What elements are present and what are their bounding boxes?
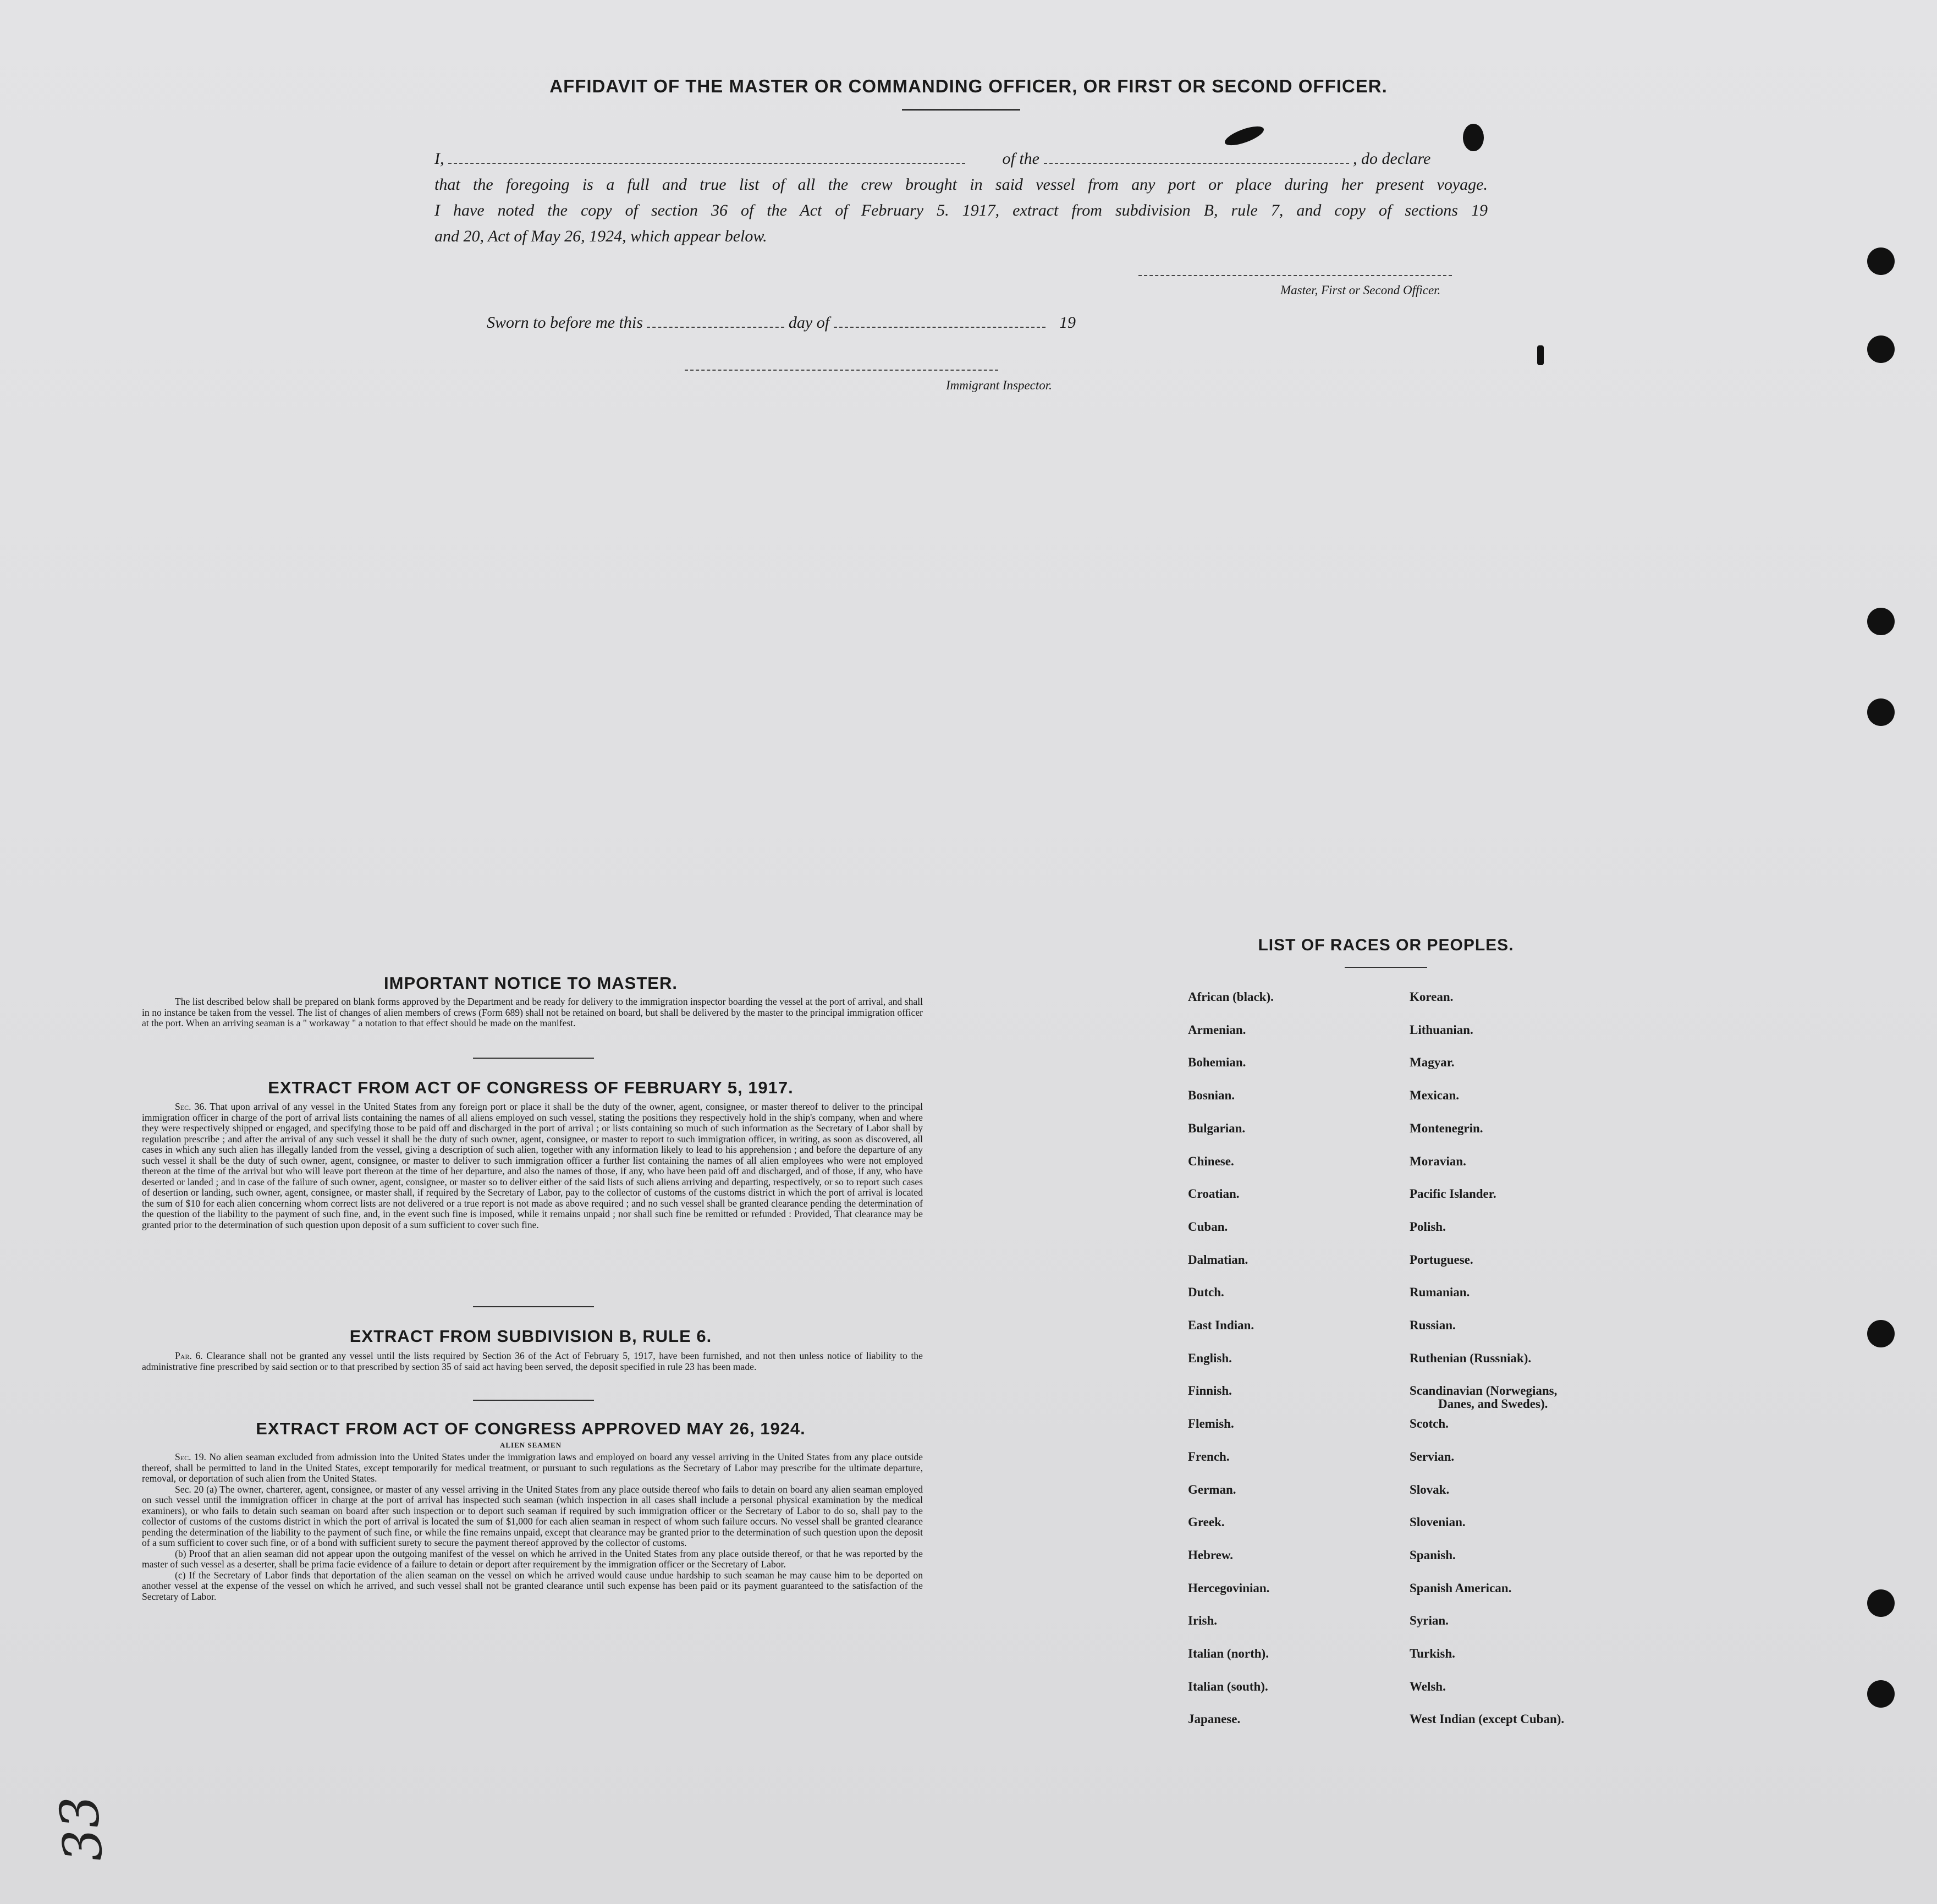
race-item: Dutch.: [1188, 1285, 1224, 1300]
race-item: Greek.: [1188, 1515, 1225, 1529]
par-6-text: Clearance shall not be granted any vessel until the lists required by Section 36 of the Act of February 5, 1917, have been furnished, and not then unless notice of liability to the administrative fine prescribed by said section or to that prescribed by section 35 of said act having been served, the deposit specified in rule 23 has been made.: [142, 1350, 923, 1372]
race-item: Cuban.: [1188, 1219, 1228, 1234]
race-item: Moravian.: [1410, 1154, 1466, 1168]
race-item: Hercegovinian.: [1188, 1581, 1270, 1595]
race-item: Armenian.: [1188, 1022, 1246, 1037]
race-item: Russian.: [1410, 1318, 1456, 1332]
punch-hole: [1867, 1589, 1895, 1617]
race-item: East Indian.: [1188, 1318, 1254, 1332]
handwritten-page-number: 33: [48, 1792, 115, 1865]
ink-blot: [1223, 123, 1266, 149]
affidavit-line-2: that the foregoing is a full and true list of all the crew brought in said vessel from any port or place during her present voyage.: [434, 175, 1488, 194]
race-item: Scandinavian (Norwegians,: [1410, 1384, 1558, 1398]
race-item: Japanese.: [1188, 1712, 1241, 1726]
divider: [473, 1306, 594, 1307]
race-item: Croatian.: [1188, 1187, 1240, 1201]
sec-36-label: Sec. 36.: [175, 1101, 207, 1112]
race-item: Slovenian.: [1410, 1515, 1466, 1529]
extract-rule6-heading: EXTRACT FROM SUBDIVISION B, RULE 6.: [349, 1327, 712, 1346]
officer-caption: Master, First or Second Officer.: [1280, 283, 1441, 297]
race-item: Hebrew.: [1188, 1548, 1233, 1562]
race-item: Turkish.: [1410, 1647, 1455, 1660]
affidavit-title: AFFIDAVIT OF THE MASTER OR COMMANDING OFFICER, OR FIRST OR SECOND OFFICER.: [549, 76, 1388, 96]
sworn-month-blank[interactable]: [834, 327, 1045, 328]
race-item: Montenegrin.: [1410, 1121, 1483, 1135]
punch-hole: [1867, 698, 1895, 726]
sec-36-text: That upon arrival of any vessel in the United States from any foreign port or place it shall be the duty of the owner, agent, consignee, or master thereof to deliver to the principal immigration officer in charge of the port of arrival lists containing the names of all aliens employed on such vessel, stating the positions they respectively hold in the ship's company, when and where they were respectively shipped or engaged, and specifying those to be paid off and discharged in the port of arrival ; or lists containing so much of such information as the Secretary of Labor shall by regulation prescribe ; and after the arrival of any such vessel it shall be the duty of such owner, agent, consignee, or master to report to such immigration officer, in writing, as soon as discovered, all cases in which any such alien has illegally landed from the vessel, giving a description of such alien, together with any information likely to lead to his apprehension ; and before the departure of any such vessel it shall be the duty of such owner, agent, consignee, or master to deliver to such immigration officer a further list containing the names of all alien employees who were not employed thereon at the time of the arrival but who will leave port thereon at the time of her departure, and also the names of those, if any, who have been paid off and discharged, and of those, if any, who have deserted or landed ; and in case of the failure of such owner, agent, consignee, or master so to deliver either of the said lists of such aliens arriving and departing, respectively, or so to report such cases of desertion or landing, such owner, agent, consignee, or master shall, if required by the Secretary of Labor, pay to the collector of customs of the customs district in which the port of arrival is located the sum of $10 for each alien concerning whom correct lists are not delivered or a true report is not made as above required ; and no such vessel shall be granted clearance pending the determination of the question of the liability to the payment of such fine, and, in the event such fine is imposed, while it remains unpaid ; nor shall such fine be remitted or refunded : Provided, That clearance may be granted prior to the determination of such question upon deposit of a sum sufficient to cover such fine.: [142, 1101, 923, 1230]
race-item: Bosnian.: [1188, 1088, 1235, 1103]
race-item: Rumanian.: [1410, 1285, 1470, 1300]
notice-heading: IMPORTANT NOTICE TO MASTER.: [384, 973, 678, 993]
inspector-signature-line[interactable]: [685, 370, 998, 371]
divider: [473, 1058, 594, 1059]
title-underline: [902, 109, 1020, 111]
punch-hole: [1867, 335, 1895, 363]
affidavit-i: I,: [434, 150, 444, 168]
race-item: Scotch.: [1410, 1417, 1449, 1431]
extract-1924-heading: EXTRACT FROM ACT OF CONGRESS APPROVED MAY 26, 1924.: [256, 1419, 806, 1438]
extract-rule6-text: [142, 1351, 923, 1372]
race-item: Ruthenian (Russniak).: [1410, 1351, 1532, 1365]
sec-20a-text: Sec. 20 (a) The owner, charterer, agent, consignee, or master of any vessel arriving in the United States from any place outside thereof who fails to detain on board any alien seaman employed on such vessel until the immigration officer in charge at the port of arrival has inspected such seaman (which inspection in all cases shall include a personal physical examination by the medical examiners), or who fails to detain such seaman on board after such inspection or to deport such seaman if required by such immigration officer or the Secretary of Labor to do so, shall pay to the collector of customs of the customs district in which the port of arrival is located the sum of $1,000 for each alien seaman in respect of whom such failure occurs. No vessel shall be granted clearance pending the determination of the liability to the payment of such fine, or while the fine remains unpaid, except that clearance may be granted prior to the determination of such question upon the deposit of a sum sufficient to cover such fine, or of a bond with sufficient surety to secure the payment thereof approved by the collector of customs.: [142, 1483, 923, 1548]
ink-blot: [1537, 345, 1544, 365]
notice-text: [142, 997, 923, 1029]
races-underline: [1345, 967, 1427, 968]
race-item: Slovak.: [1410, 1482, 1450, 1496]
name-blank-field[interactable]: [448, 163, 965, 164]
race-item: Pacific Islander.: [1410, 1187, 1496, 1201]
race-item: Italian (north).: [1188, 1647, 1269, 1660]
punch-hole: [1867, 1680, 1895, 1708]
race-item: French.: [1188, 1449, 1230, 1463]
race-item: German.: [1188, 1482, 1236, 1496]
race-item: Welsh.: [1410, 1679, 1446, 1693]
race-item: Spanish.: [1410, 1548, 1456, 1562]
par-6-label: Par. 6.: [175, 1350, 203, 1361]
race-item: Spanish American.: [1410, 1581, 1512, 1595]
sworn-day-blank[interactable]: [647, 327, 784, 328]
race-item: Bulgarian.: [1188, 1121, 1246, 1135]
race-item: Servian.: [1410, 1449, 1455, 1463]
race-item: West Indian (except Cuban).: [1410, 1712, 1565, 1726]
affidavit-line-3: I have noted the copy of section 36 of the Act of February 5. 1917, extract from subdivision B, rule 7, and copy of sections 19: [434, 201, 1488, 219]
race-item: Bohemian.: [1188, 1055, 1246, 1070]
race-item: Irish.: [1188, 1614, 1218, 1628]
race-item: Mexican.: [1410, 1088, 1460, 1103]
race-item: Syrian.: [1410, 1614, 1449, 1628]
alien-seamen-subheading: ALIEN SEAMEN: [499, 1441, 562, 1449]
punch-hole: [1867, 247, 1895, 275]
punch-hole: [1867, 1320, 1895, 1347]
affidavit-do-declare: , do declare: [1353, 150, 1431, 168]
officer-signature-line[interactable]: [1138, 275, 1452, 276]
affidavit-body: [434, 146, 1488, 249]
race-item: Flemish.: [1188, 1417, 1234, 1431]
sworn-line: [487, 313, 1076, 332]
sec-20c-text: (c) If the Secretary of Labor finds that deportation of the alien seaman on the vessel on which he arrived would cause undue hardship to such seaman he may cause him to be deported on another vessel at the expense of the vessel on which he arrived, and such vessel shall not be granted clearance until such expense has been paid or its payment guaranteed to the satisfaction of the Secretary of Labor.: [142, 1569, 923, 1602]
race-item: African (black).: [1188, 990, 1274, 1004]
notice-paragraph: The list described below shall be prepared on blank forms approved by the Department and be ready for delivery to the immigration inspector boarding the vessel at the port of arrival, and shall in no instance be taken from the vessel. The list of changes of alien members of crews (Form 689) shall not be retained on board, but shall be delivered by the master to the principal immigration officer at the port. When an arriving seaman is a " workaway " a notation to that effect should be made on the manifest.: [142, 996, 923, 1028]
races-heading: LIST OF RACES OR PEOPLES.: [1258, 936, 1514, 954]
race-item: Portuguese.: [1410, 1252, 1473, 1267]
race-item: English.: [1188, 1351, 1232, 1365]
race-item: Finnish.: [1188, 1384, 1232, 1398]
inspector-caption: Immigrant Inspector.: [946, 378, 1052, 392]
sec-19-label: Sec. 19.: [175, 1451, 206, 1462]
extract-1917-heading: EXTRACT FROM ACT OF CONGRESS OF FEBRUARY 5, 1917.: [268, 1078, 794, 1097]
sec-19-text: No alien seaman excluded from admission into the United States under the immigration laws and employed on board any vessel arriving in the United States from any place outside thereof, shall be permitted to land in the United States, except temporarily for medical treatment, or pursuant to such regulations as the Secretary of Labor may prescribe for the ultimate departure, removal, or deportation of such alien from the United States.: [142, 1451, 923, 1484]
race-item: Chinese.: [1188, 1154, 1234, 1168]
sec-20b-text: (b) Proof that an alien seaman did not appear upon the outgoing manifest of the vessel on which he arrived in the United States from any place outside thereof, or that he was reported by the master of such vessel as a deserter, shall be prima facie evidence of a failure to detain or deport after requirement by the immigration officer or the Secretary of Labor.: [142, 1548, 923, 1570]
punch-hole: [1867, 608, 1895, 635]
race-item: Magyar.: [1410, 1055, 1455, 1070]
race-scandinavian-continued: Danes, and Swedes).: [1438, 1397, 1548, 1411]
race-item: Lithuanian.: [1410, 1022, 1473, 1037]
affidavit-line-4: and 20, Act of May 26, 1924, which appear below.: [434, 227, 767, 245]
race-item: Korean.: [1410, 990, 1454, 1004]
vessel-blank-field[interactable]: [1044, 163, 1349, 164]
extract-1924-text: [142, 1452, 923, 1602]
sworn-day-of: day of: [788, 313, 830, 332]
extract-1917-text: [142, 1102, 923, 1230]
divider: [473, 1400, 594, 1401]
sworn-prefix: Sworn to before me this: [487, 313, 643, 332]
race-item: Italian (south).: [1188, 1679, 1268, 1693]
sworn-year: 19: [1059, 313, 1076, 332]
race-item: Polish.: [1410, 1219, 1446, 1234]
affidavit-of-the: of the: [1002, 150, 1039, 168]
race-item: Dalmatian.: [1188, 1252, 1248, 1267]
